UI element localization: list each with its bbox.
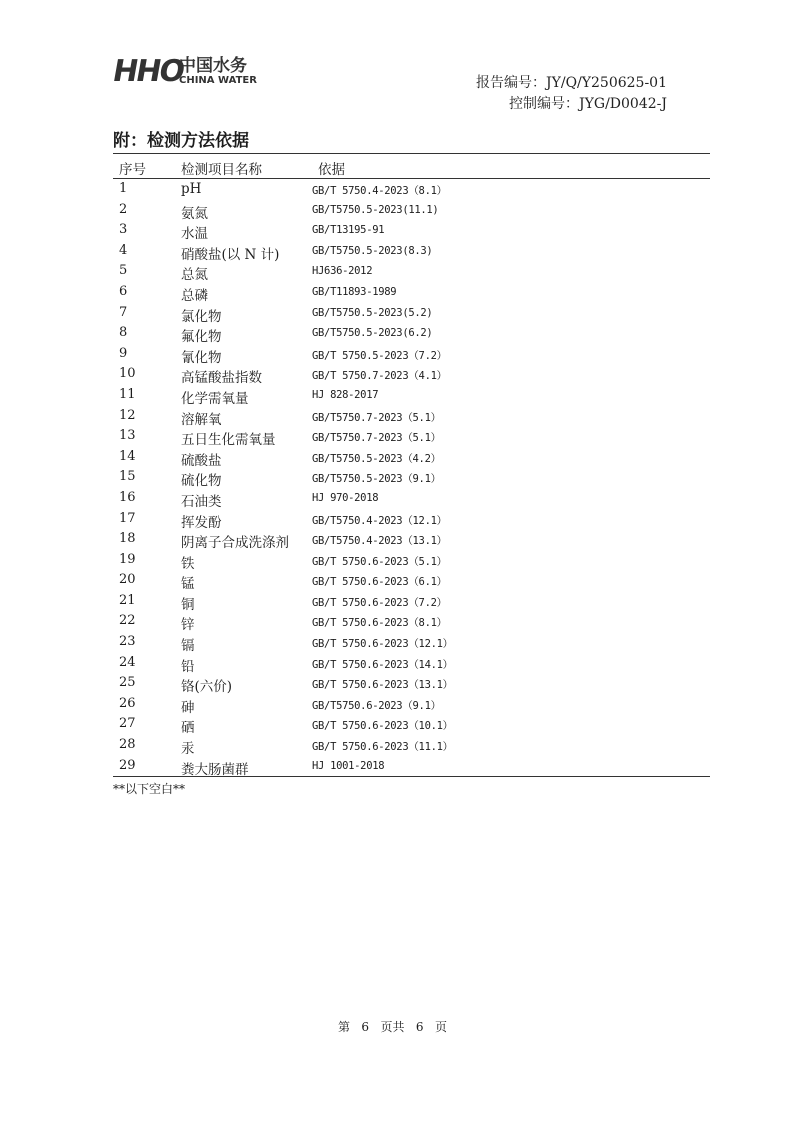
row-basis: HJ 970-2018	[312, 491, 379, 504]
row-item-name: 锌	[181, 617, 195, 634]
row-basis: GB/T 5750.4-2023（8.1）	[312, 185, 447, 197]
row-serial-number: 22	[119, 613, 136, 629]
row-basis: GB/T5750.7-2023（5.1）	[312, 411, 441, 424]
row-basis: HJ636-2012	[312, 265, 373, 278]
table-row	[113, 384, 710, 405]
table-row	[113, 302, 710, 323]
table-row	[113, 405, 710, 426]
row-serial-number: 16	[119, 489, 136, 505]
row-serial-number: 9	[119, 345, 128, 361]
table-row	[113, 425, 710, 449]
table-row	[113, 631, 710, 655]
row-item-name: 阴离子合成洗涤剂	[181, 535, 289, 552]
table-row	[113, 693, 710, 714]
page-footer: 第 6 页共 6 页	[337, 1020, 448, 1034]
row-serial-number: 14	[119, 448, 136, 464]
row-serial-number: 24	[119, 654, 136, 670]
header-serial-number: 序号	[119, 162, 146, 178]
table-row	[113, 343, 710, 364]
row-item-name: 总氮	[181, 267, 208, 284]
table-row	[113, 466, 710, 490]
row-item-name: 铬(六价)	[181, 679, 233, 696]
row-serial-number: 1	[119, 181, 128, 196]
row-serial-number: 6	[119, 283, 128, 299]
table-row	[113, 672, 710, 696]
logo-mark: HHO	[110, 54, 186, 89]
row-item-name: 氟化物	[181, 329, 222, 346]
row-basis: GB/T5750.4-2023（12.1）	[312, 514, 447, 527]
row-basis: GB/T5750.4-2023（13.1）	[312, 535, 447, 548]
row-basis: GB/T 5750.7-2023（4.1）	[312, 370, 447, 383]
row-item-name: 氨氮	[181, 205, 208, 222]
row-basis: GB/T 5750.6-2023（8.1）	[312, 617, 447, 630]
table-row	[113, 446, 710, 467]
row-item-name: 锰	[181, 576, 195, 593]
row-serial-number: 23	[119, 634, 136, 650]
row-item-name: 挥发酚	[181, 514, 222, 531]
row-serial-number: 26	[119, 695, 136, 711]
row-item-name: 化学需氧量	[181, 390, 249, 407]
report-number: 报告编号：JY/Q/Y250625-01	[476, 75, 667, 91]
table-bottom-rule	[113, 776, 710, 777]
row-basis: GB/T 5750.6-2023（7.2）	[312, 596, 447, 609]
table-row	[113, 528, 710, 552]
row-item-name: 水温	[181, 226, 208, 243]
row-serial-number: 18	[119, 531, 136, 547]
row-serial-number: 19	[119, 551, 136, 567]
table-row	[113, 610, 710, 634]
row-item-name: 汞	[181, 741, 195, 758]
row-basis: GB/T 5750.5-2023（7.2）	[312, 349, 447, 362]
header-item-name: 检测项目名称	[181, 162, 262, 178]
logo-english-name: CHINA WATER	[179, 75, 257, 86]
row-basis: GB/T5750.5-2023(8.3)	[312, 244, 433, 257]
row-basis: GB/T5750.5-2023(6.2)	[312, 327, 433, 340]
row-basis: GB/T5750.5-2023(11.1)	[312, 203, 439, 216]
row-item-name: 高锰酸盐指数	[181, 370, 262, 387]
row-basis: HJ 828-2017	[312, 388, 379, 401]
row-basis: GB/T 5750.6-2023（14.1）	[312, 658, 453, 671]
row-item-name: 五日生化需氧量	[181, 432, 276, 449]
row-item-name: 硝酸盐(以 N 计)	[181, 246, 280, 263]
logo-chinese-name: 中国水务	[179, 56, 247, 76]
row-item-name: 镉	[181, 638, 195, 655]
row-serial-number: 21	[119, 592, 136, 608]
row-serial-number: 12	[119, 407, 136, 423]
row-item-name: 石油类	[181, 493, 222, 510]
table-row	[113, 487, 710, 508]
row-item-name: 硒	[181, 720, 195, 737]
row-item-name: 溶解氧	[181, 411, 222, 428]
row-basis: HJ 1001-2018	[312, 759, 385, 772]
row-serial-number: 3	[119, 222, 128, 238]
row-item-name: 砷	[181, 699, 195, 716]
section-title: 附：检测方法依据	[113, 131, 249, 151]
table-row	[113, 734, 710, 758]
row-item-name: 铁	[181, 555, 195, 572]
table-row	[113, 322, 710, 346]
row-item-name: 粪大肠菌群	[181, 761, 249, 778]
row-serial-number: 25	[119, 675, 136, 691]
table-row	[113, 178, 710, 199]
row-basis: GB/T5750.7-2023（5.1）	[312, 432, 441, 445]
row-item-name: 硫化物	[181, 473, 222, 490]
header-basis: 依据	[318, 162, 345, 178]
control-number: 控制编号：JYG/D0042-J	[509, 96, 667, 112]
row-basis: GB/T13195-91	[312, 224, 385, 237]
row-serial-number: 7	[119, 304, 128, 320]
row-basis: GB/T 5750.6-2023（13.1）	[312, 679, 453, 692]
row-item-name: pH	[181, 181, 202, 197]
table-row	[113, 260, 710, 284]
row-item-name: 铜	[181, 596, 195, 613]
row-item-name: 硫酸盐	[181, 452, 222, 469]
table-row	[113, 219, 710, 243]
row-basis: GB/T5750.6-2023（9.1）	[312, 699, 441, 712]
table-row	[113, 508, 710, 529]
table-top-rule	[113, 153, 710, 154]
table-row	[113, 199, 710, 220]
row-serial-number: 15	[119, 469, 136, 485]
row-serial-number: 29	[119, 757, 136, 773]
table-row	[113, 652, 710, 673]
row-basis: GB/T 5750.6-2023（5.1）	[312, 555, 447, 568]
table-row	[113, 549, 710, 570]
row-basis: GB/T11893-1989	[312, 285, 397, 298]
method-table-body	[113, 178, 710, 778]
table-row	[113, 281, 710, 302]
row-basis: GB/T5750.5-2023(5.2)	[312, 306, 433, 319]
row-serial-number: 27	[119, 716, 136, 732]
row-serial-number: 5	[119, 263, 128, 279]
row-basis: GB/T5750.5-2023（9.1）	[312, 473, 441, 486]
table-row	[113, 590, 710, 611]
table-row	[113, 569, 710, 593]
row-serial-number: 17	[119, 510, 136, 526]
row-serial-number: 20	[119, 572, 136, 588]
row-serial-number: 11	[119, 386, 136, 402]
blank-below-note: **以下空白**	[113, 782, 186, 796]
row-basis: GB/T 5750.6-2023（6.1）	[312, 576, 447, 589]
row-basis: GB/T 5750.6-2023（12.1）	[312, 638, 453, 651]
row-serial-number: 2	[119, 201, 128, 217]
row-serial-number: 13	[119, 428, 136, 444]
table-row	[113, 240, 710, 261]
row-serial-number: 10	[119, 366, 136, 382]
row-basis: GB/T 5750.6-2023（10.1）	[312, 720, 453, 733]
row-basis: GB/T 5750.6-2023（11.1）	[312, 741, 453, 754]
table-row	[113, 713, 710, 737]
row-item-name: 氰化物	[181, 349, 222, 366]
table-row	[113, 755, 710, 776]
row-serial-number: 4	[119, 242, 128, 258]
row-item-name: 总磷	[181, 287, 208, 304]
row-basis: GB/T5750.5-2023（4.2）	[312, 452, 441, 465]
row-item-name: 铅	[181, 658, 195, 675]
row-item-name: 氯化物	[181, 308, 222, 325]
row-serial-number: 8	[119, 325, 128, 341]
row-serial-number: 28	[119, 737, 136, 753]
table-row	[113, 363, 710, 387]
